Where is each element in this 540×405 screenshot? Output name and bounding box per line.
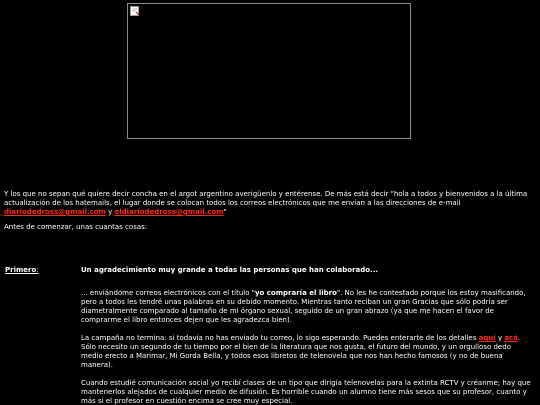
section-label-colon: :: [36, 266, 39, 274]
p1-text-pre: ... enviándome correos electrónicos con el título ": [81, 289, 255, 297]
p1-text-post: ". No les he contestado porque los estoy masificando, pero a todos les tendré unas palabras en su debido momento. Mientras tanto reciban un gran Gracias que sólo podría ser diametralmente comparado al tamaño de mi órgano sexual, seguido de un gran abrazo (ya que me hacen el favor de comprarme el libro entonces dejen que les agradezca bien).: [81, 289, 526, 324]
email-link-eldiariodedross[interactable]: eldiariodedross@gmail.com: [114, 208, 224, 216]
section-label-text: Primero: [5, 266, 37, 274]
intro-text: Y los que no sepan qué quiere decir concha en el argot argentino averigüenlo y entérense. De más está decir "hola a todos y bienvenidos a la última actualización de los hatemails, el lugar donde se colocan todos los correos electrónicos que me envían a las direcciones de e-mail: [4, 190, 528, 207]
intro-close-quote: ": [223, 208, 227, 216]
email-link-diariodedross[interactable]: diariodedross@gmail.com: [4, 208, 106, 216]
paragraph-1: [81, 289, 533, 325]
p2-text-post: . Sólo necesito un segundo de tu tiempo por el bien de la literatura que nos gusta, el futuro del mundo, y un orgulloso dedo medio erecto a Marimar, Mi Gorda Bella, y todos esos libretos de telenovela que nos han hecho famosos (y no de buena manera).: [81, 334, 521, 369]
section-body: [81, 289, 533, 405]
paragraph-3: Cuando estudié comunicación social yo recibí clases de un tipo que dirigía telenovelas para la extinta RCTV y créanme; hay que mantenerlos alejados de cualquier medio de difusión. Es horrible cuando un alumno tiene más sesos que su profesor, cuanto y más si el profesor en cuestión encima se cree muy especial.: [81, 379, 531, 405]
broken-image-icon: [130, 6, 140, 16]
section-title: Un agradecimiento muy grande a todas las personas que han colaborado...: [81, 266, 379, 274]
intro-and: y: [105, 208, 115, 216]
intro-paragraph: [4, 190, 534, 217]
antes-text: Antes de comenzar, unas cuantas cosas:: [4, 223, 148, 231]
paragraph-2: [81, 334, 533, 370]
banner-image: [127, 3, 411, 139]
link-aqui[interactable]: aquí: [478, 334, 496, 342]
p2-and: y: [495, 334, 505, 342]
p2-text-pre: La campaña no termina: si todavía no has enviado tu correo, lo sigo esperando. Puedes enterarte de los detalles: [81, 334, 479, 342]
p1-bold-title: yo compraría el libro: [254, 289, 337, 297]
section-label: [5, 266, 39, 275]
link-aca[interactable]: acá: [504, 334, 518, 342]
